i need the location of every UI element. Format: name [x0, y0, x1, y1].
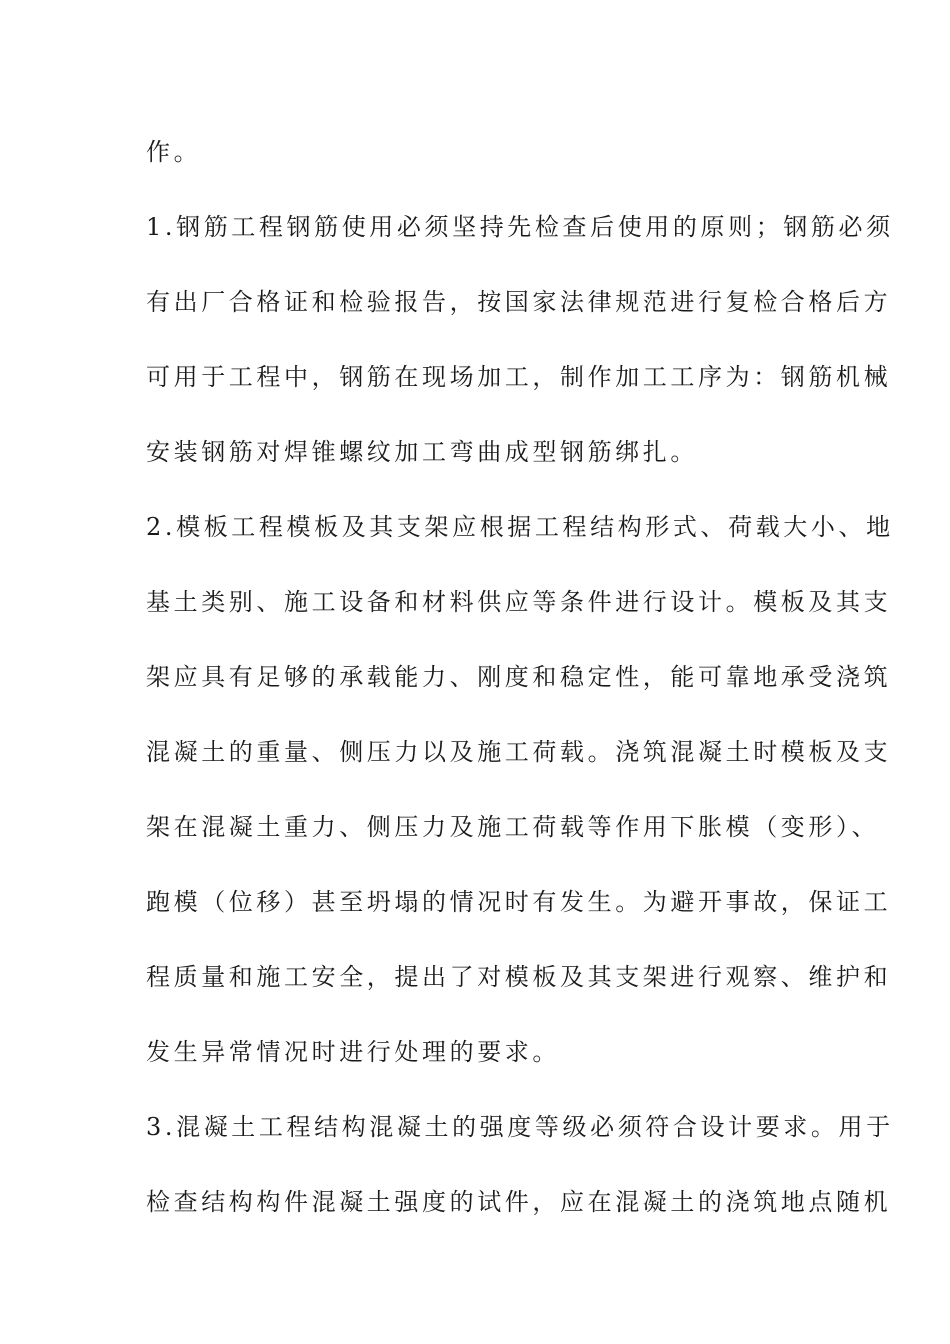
- text-line-10: 架在混凝土重力、侧压力及施工荷载等作用下胀模（变形）、: [146, 813, 880, 841]
- text-line-9: 混凝土的重量、侧压力以及施工荷载。浇筑混凝土时模板及支: [146, 738, 892, 766]
- text-line-8: 架应具有足够的承载能力、刚度和稳定性，能可靠地承受浇筑: [146, 663, 892, 691]
- text-line-13: 发生异常情况时进行处理的要求。: [146, 1038, 560, 1066]
- text-line-3: 有出厂合格证和检验报告，按国家法律规范进行复检合格后方: [146, 288, 892, 316]
- text-line-2: 1.钢筋工程钢筋使用必须坚持先检查后使用的原则；钢筋必须: [146, 213, 894, 241]
- text-line-5: 安装钢筋对焊锥螺纹加工弯曲成型钢筋绑扎。: [146, 438, 698, 466]
- text-line-1: 作。: [146, 138, 202, 166]
- text-line-15: 检查结构构件混凝土强度的试件，应在混凝土的浇筑地点随机: [146, 1188, 892, 1216]
- text-line-11: 跑模（位移）甚至坍塌的情况时有发生。为避开事故，保证工: [146, 888, 892, 916]
- text-line-14: 3.混凝土工程结构混凝土的强度等级必须符合设计要求。用于: [146, 1113, 894, 1141]
- text-line-7: 基土类别、施工设备和材料供应等条件进行设计。模板及其支: [146, 588, 892, 616]
- text-line-12: 程质量和施工安全，提出了对模板及其支架进行观察、维护和: [146, 963, 892, 991]
- text-line-4: 可用于工程中，钢筋在现场加工，制作加工工序为：钢筋机械: [146, 363, 892, 391]
- text-line-6: 2.模板工程模板及其支架应根据工程结构形式、荷载大小、地: [146, 513, 894, 541]
